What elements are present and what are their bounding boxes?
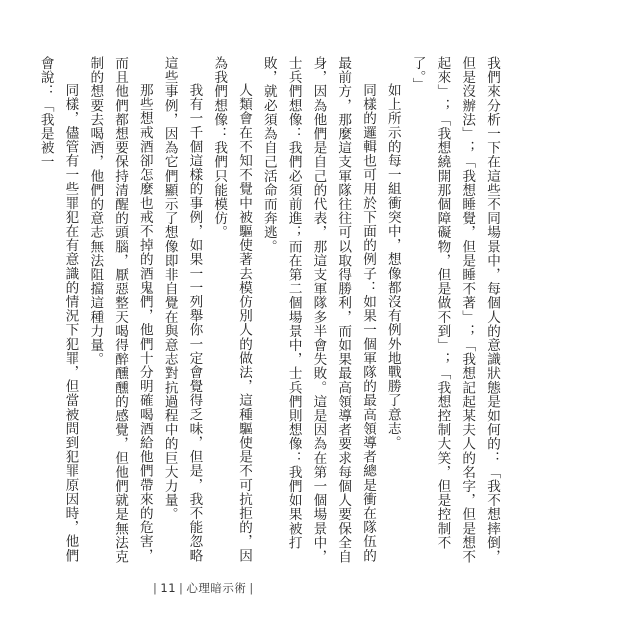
paragraph-6: 那些想戒酒卻怎麼也戒不掉的酒鬼們，他們十分明確喝酒給他們帶來的危害，而且他們都想要保持清醒的頭腦，厭惡整天喝得醉醺醺的感覺，但他們就是無法克制的想要去喝酒，他們的意志無法阻擋這種力量。 <box>87 56 153 564</box>
page-number: 11 <box>160 581 177 595</box>
footer-separator-left: | <box>153 581 158 595</box>
paragraph-7: 同樣，儘管有一些罪犯在有意識的情況下犯罪，但當被問到犯罪原因時，他們會說：「我是被一 <box>37 56 79 563</box>
paragraph-2: 如上所示的每一組衝突中，想像都沒有例外地戰勝了意志。 <box>384 83 401 450</box>
paragraph-1: 我們來分析一下在這些不同場景中，每個人的意識狀態是如何的：「我不想摔倒，但是沒辦法」；「我想睡覺，但是睡不著」；「我想記起某夫人的名字，但是想不起來」；「我想繞開那個障礙物，但是做不到」；「我想控制大笑，但是控制不了。」 <box>409 56 500 564</box>
footer-separator-right: | <box>249 581 254 595</box>
footer-separator-middle: | <box>179 581 184 595</box>
paragraph-4: 人類會在不知不覺中被驅使著去模仿別人的做法，這種驅使是不可抗拒的，因為我們想像：我們只能模仿。 <box>211 56 253 563</box>
page-footer <box>150 580 257 596</box>
body-text <box>37 56 504 576</box>
paragraph-5: 我有一千個這樣的事例，如果一一列舉你一定會覺得乏味，但是，我不能忽略這些事例，因為它們顯示了想像即非自覺在與意志對抗過程中的巨大力量。 <box>161 56 203 563</box>
running-title: 心理暗示術 <box>186 581 247 595</box>
paragraph-3: 同樣的邏輯也可用於下面的例子：如果一個軍隊的最高領導者總是衝在隊伍的最前方，那麼這支軍隊往往可以取得勝利，而如果最高領導者要求每個人要保全自身，因為他們是自己的代表，那這支軍隊多半會失敗。這是因為在第一個場景中，士兵們想像：我們必須前進；而在第二個場景中，士兵們則想像：我們如果被打敗，就必須為自己活命而奔逃。 <box>260 56 377 564</box>
